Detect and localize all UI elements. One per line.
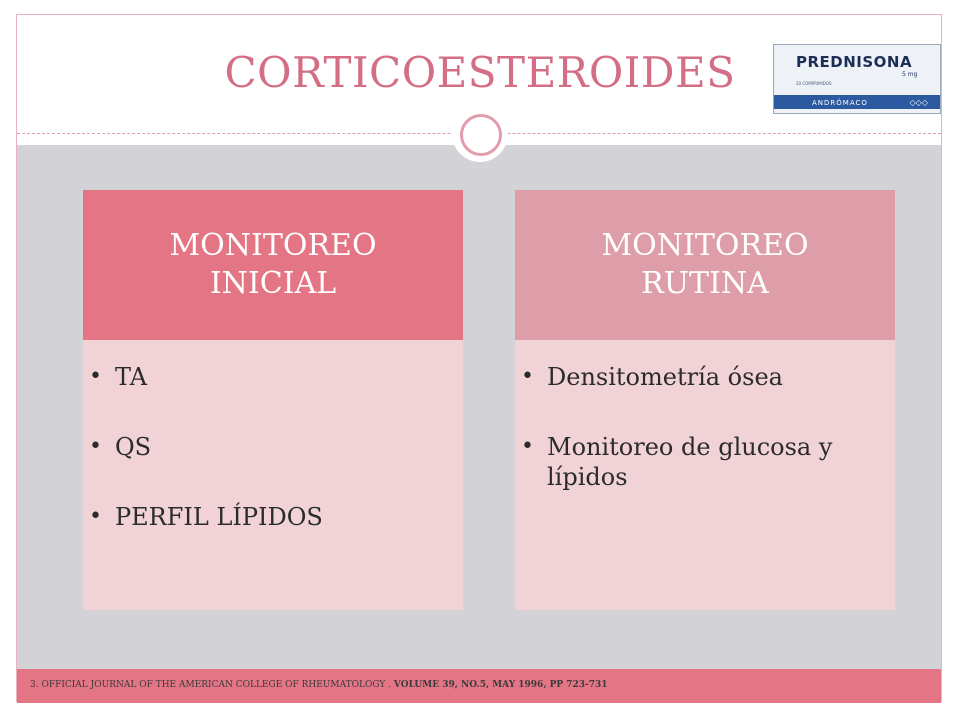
logo-dots: ◇◇◇ — [909, 98, 928, 107]
bullet-text: QS — [115, 433, 152, 461]
panel-heading: MONITOREO INICIAL — [83, 190, 463, 340]
bullet-item — [83, 502, 463, 532]
bullet-icon: • — [521, 364, 534, 389]
slide-title: CORTICOESTEROIDES — [224, 48, 736, 97]
bullet-icon: • — [89, 434, 102, 459]
bullet-text: PERFIL LÍPIDOS — [115, 503, 323, 531]
logo-name: PREDNISONA — [796, 53, 913, 71]
panel-monitoreo-rutina — [515, 190, 895, 610]
bullet-list — [83, 340, 463, 532]
bullet-text: TA — [115, 363, 148, 391]
divider-ring-icon — [460, 114, 502, 156]
footer-citation: 3. OFFICIAL JOURNAL OF THE AMERICAN COLLEGE OF RHEUMATOLOGY . — [30, 680, 392, 690]
bullet-icon: • — [521, 434, 534, 459]
bullet-text: Densitometría ósea — [547, 363, 783, 391]
footer-reference — [30, 680, 608, 690]
bullet-item — [515, 362, 895, 392]
logo-subtitle: 20 COMPRIMIDOS — [796, 81, 832, 86]
panel-heading: MONITOREO RUTINA — [515, 190, 895, 340]
prednisona-box-image — [773, 44, 941, 114]
logo-maker: ANDRÓMACO — [812, 99, 868, 107]
bullet-icon: • — [89, 364, 102, 389]
bullet-item — [83, 432, 463, 462]
bullet-item — [83, 362, 463, 392]
bullet-text: Monitoreo de glucosa y lípidos — [547, 433, 833, 491]
panel-monitoreo-inicial — [83, 190, 463, 610]
logo-dose: 5 mg — [902, 71, 918, 78]
footer-citation-volume: VOLUME 39, NO.5, MAY 1996, PP 723-731 — [393, 680, 608, 690]
bullet-item — [515, 432, 895, 492]
bullet-list — [515, 340, 895, 492]
bullet-icon: • — [89, 504, 102, 529]
